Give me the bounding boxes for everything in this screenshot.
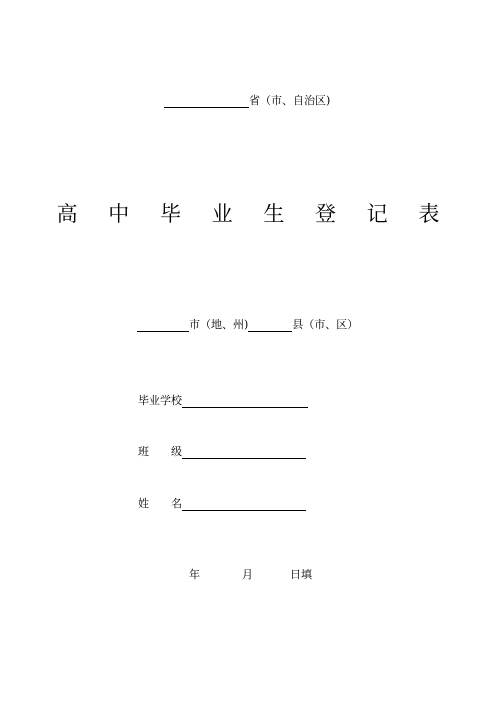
year-label: 年 [189,568,200,581]
class-blank[interactable] [182,447,306,459]
province-label: 省（市、自治区) [249,94,331,107]
school-blank[interactable] [182,396,308,408]
province-blank[interactable] [164,96,249,108]
region-line [137,318,358,332]
school-label: 毕业学校 [138,394,182,407]
school-row [138,394,308,408]
city-blank[interactable] [137,320,189,332]
name-blank[interactable] [182,499,306,511]
name-label: 姓 名 [138,497,182,510]
month-label: 月 [242,568,253,581]
class-row [138,445,306,459]
name-row [138,497,306,511]
city-label: 市（地、州) [189,318,249,331]
county-label: 县（市、区） [292,318,359,331]
class-label: 班 级 [138,445,182,458]
date-line [189,568,312,582]
county-blank[interactable] [248,320,292,332]
province-line [164,94,330,108]
day-label: 日填 [290,568,312,581]
page-title: 高 中 毕 业 生 登 记 表 [56,202,452,226]
